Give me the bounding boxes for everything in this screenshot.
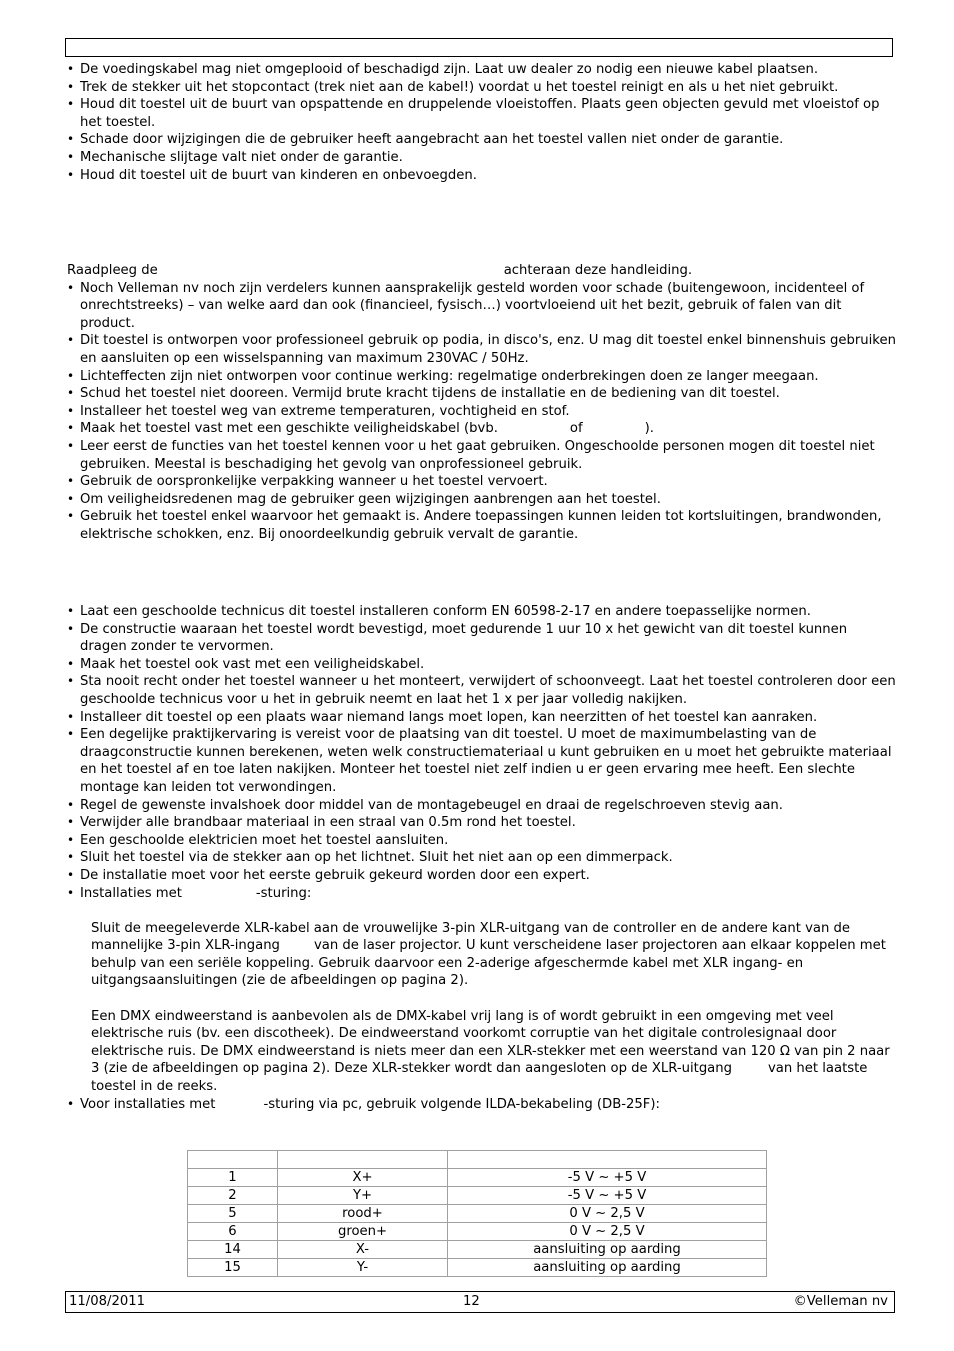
bullet-item: • Sluit het toestel via de stekker aan op het lichtnet. Sluit het niet aan op een dimmerpack. bbox=[67, 849, 897, 867]
pin-cell: 5 bbox=[188, 1205, 278, 1223]
para2-end: van het laatste toestel in de reeks. bbox=[91, 1061, 868, 1095]
pin-cell: 15 bbox=[188, 1259, 278, 1277]
bullet-item: • De constructie waaraan het toestel wordt bevestigd, moet gedurende 1 uur 10 x het gewicht van dit toestel kunnen dragen zonder te vervormen. bbox=[67, 621, 897, 656]
bullet-item: • Om veiligheidsredenen mag de gebruiker geen wijzigingen aanbrengen aan het toestel. bbox=[67, 491, 897, 509]
bullet-item: • Houd dit toestel uit de buurt van opspattende en druppelende vloeistoffen. Plaats geen objecten gevuld met vloeistof op het toestel. bbox=[67, 96, 897, 131]
bullet-item: • Lichteffecten zijn niet ontworpen voor continue werking: regelmatige onderbrekingen doen ze langer meegaan. bbox=[67, 368, 897, 386]
intro-start: Raadpleeg de bbox=[67, 263, 158, 278]
para1-end: van de laser projector. U kunt verscheidene laser projectoren aan elkaar koppelen met behulp van een seriële koppeling. Gebruik daarvoor een 2-aderige afgeschermde kabel met XLR ingang- en uitgangsaansluitingen (zie de afbeeldingen op pagina 2). bbox=[91, 938, 886, 989]
bullet-item: • Dit toestel is ontworpen voor professioneel gebruik op podia, in disco's, enz. U mag dit toestel enkel binnenshuis gebruiken en aansluiten op een wisselspanning van maximum 230VAC / 50Hz. bbox=[67, 332, 897, 367]
bullet-item: • De installatie moet voor het eerste gebruik gekeurd worden door een expert. bbox=[67, 867, 897, 885]
bullet-item: • Schade door wijzigingen die de gebruiker heeft aangebracht aan het toestel vallen niet onder de garantie. bbox=[67, 131, 897, 149]
bullet-item: • Installeer dit toestel op een plaats waar niemand langs moet lopen, kan neerzitten of het toestel kan aanraken. bbox=[67, 709, 897, 727]
table-row bbox=[188, 1169, 767, 1187]
ilda-pinout-table bbox=[187, 1150, 767, 1277]
bullet-item: • Een geschoolde elektricien moet het toestel aansluiten. bbox=[67, 832, 897, 850]
dmx-connection-paragraph bbox=[67, 920, 897, 990]
installation-section bbox=[67, 603, 897, 1113]
para2-start: Een DMX eindweerstand is aanbevolen als de DMX-kabel vrij lang is of wordt gebruikt in een omgeving met veel elektrische ruis (bv. een discotheek). De eindweerstand voorkomt corruptie van het digitale controlesignaal door elektrische ruis. De DMX eindweerstand is niets meer dan een XLR-stekker met een weerstand van 120 Ω van pin 2 naar 3 (zie de afbeeldingen op pagina 2). Deze XLR-stekker wordt dan aangesloten op de XLR-uitgang bbox=[91, 1008, 890, 1077]
bullet-item: • Noch Velleman nv noch zijn verdelers kunnen aansprakelijk gesteld worden voor schade (buitengewoon, incidenteel of onrechtstreeks) – van welke aard dan ook (financieel, fysisch…) voortvloeiend uit het bezit, gebruik of falen van dit product. bbox=[67, 280, 897, 333]
signal-cell: X- bbox=[278, 1241, 448, 1259]
header-cell bbox=[278, 1151, 448, 1169]
bullet-item: • Laat een geschoolde technicus dit toestel installeren conform EN 60598-2-17 en andere toepasselijke normen. bbox=[67, 603, 897, 621]
bullet-item: • Gebruik de oorspronkelijke verpakking wanneer u het toestel vervoert. bbox=[67, 473, 897, 491]
ilda-start: Voor installaties met bbox=[80, 1096, 216, 1112]
guidelines-intro bbox=[67, 262, 897, 280]
signal-cell: rood+ bbox=[278, 1205, 448, 1223]
value-cell: -5 V ~ +5 V bbox=[448, 1187, 767, 1205]
table-row bbox=[188, 1223, 767, 1241]
header-cell bbox=[188, 1151, 278, 1169]
footer-company: ©Velleman nv bbox=[793, 1294, 888, 1309]
bullet-item: • Trek de stekker uit het stopcontact (trek niet aan de kabel!) voordat u het toestel reinigt en als u het niet gebruikt. bbox=[67, 79, 897, 97]
bullet-item: • Regel de gewenste invalshoek door middel van de montagebeugel en draai de regelschroeven stevig aan. bbox=[67, 797, 897, 815]
value-cell: 0 V ~ 2,5 V bbox=[448, 1223, 767, 1241]
table-row bbox=[188, 1259, 767, 1277]
bullet-item: • Schud het toestel niet dooreen. Vermijd brute kracht tijdens de installatie en de bediening van dit toestel. bbox=[67, 385, 897, 403]
cable-mid: of bbox=[569, 421, 583, 437]
bullet-item: • Verwijder alle brandbaar materiaal in een straal van 0.5m rond het toestel. bbox=[67, 814, 897, 832]
cable-start: Maak het toestel vast met een geschikte veiligheidskabel (bvb. bbox=[80, 421, 498, 437]
bullet-item: • Maak het toestel ook vast met een veiligheidskabel. bbox=[67, 656, 897, 674]
dmx-terminator-paragraph bbox=[67, 1008, 897, 1096]
table-row bbox=[188, 1187, 767, 1205]
footer-bar bbox=[65, 1291, 895, 1313]
safety-section bbox=[67, 61, 897, 184]
signal-cell: Y+ bbox=[278, 1187, 448, 1205]
table-row bbox=[188, 1205, 767, 1223]
value-cell: aansluiting op aarding bbox=[448, 1259, 767, 1277]
dmx-end: -sturing: bbox=[255, 885, 312, 901]
pin-cell: 1 bbox=[188, 1169, 278, 1187]
header-cell bbox=[448, 1151, 767, 1169]
bullet-item: • Een degelijke praktijkervaring is vereist voor de plaatsing van dit toestel. U moet de maximumbelasting van de draagconstructie kunnen berekenen, weten welk constructiemateriaal u kunt gebruiken en u moet het gebruikte materiaal en het toestel af en toe laten nakijken. Monteer het toestel niet zelf indien u er geen ervaring mee heeft. Een slechte montage kan leiden tot verwondingen. bbox=[67, 726, 897, 796]
value-cell: aansluiting op aarding bbox=[448, 1241, 767, 1259]
footer-date: 11/08/2011 bbox=[69, 1294, 146, 1309]
table-header-row bbox=[188, 1151, 767, 1169]
signal-cell: Y- bbox=[278, 1259, 448, 1277]
value-cell: -5 V ~ +5 V bbox=[448, 1169, 767, 1187]
pin-cell: 2 bbox=[188, 1187, 278, 1205]
bullet-item-safety-cable bbox=[67, 420, 897, 438]
signal-cell: groen+ bbox=[278, 1223, 448, 1241]
value-cell: 0 V ~ 2,5 V bbox=[448, 1205, 767, 1223]
bullet-item: • Installeer het toestel weg van extreme temperaturen, vochtigheid en stof. bbox=[67, 403, 897, 421]
signal-cell: X+ bbox=[278, 1169, 448, 1187]
bullet-item-dmx bbox=[67, 885, 897, 903]
bullet-item: • Gebruik het toestel enkel waarvoor het gemaakt is. Andere toepassingen kunnen leiden tot kortsluitingen, brandwonden, elektrische schokken, enz. Bij onoordeelkundig gebruik vervalt de garantie. bbox=[67, 508, 897, 543]
para1-start: Sluit de meegeleverde XLR-kabel aan de vrouwelijke 3-pin XLR-uitgang van de controller en de andere kant van de mannelijke 3-pin XLR-ingang bbox=[91, 920, 851, 954]
bullet-item: • Sta nooit recht onder het toestel wanneer u het monteert, verwijdert of schoonveegt. Laat het toestel controleren door een geschoolde technicus voor u het in gebruik neemt en laat het 1 x per jaar volledig nakijken. bbox=[67, 673, 897, 708]
footer-page-number: 12 bbox=[463, 1294, 480, 1309]
bullet-item-ilda bbox=[67, 1096, 897, 1114]
dmx-start: Installaties met bbox=[80, 885, 182, 901]
pin-cell: 14 bbox=[188, 1241, 278, 1259]
header-bar bbox=[65, 38, 893, 57]
bullet-item: • Houd dit toestel uit de buurt van kinderen en onbevoegden. bbox=[67, 167, 897, 185]
bullet-item: • Leer eerst de functies van het toestel kennen voor u het gaat gebruiken. Ongeschoolde personen mogen dit toestel niet gebruiken. Meestal is beschadiging het gevolg van onprofessioneel gebruik. bbox=[67, 438, 897, 473]
cable-end: ). bbox=[644, 421, 654, 437]
table-row bbox=[188, 1241, 767, 1259]
bullet-item: • De voedingskabel mag niet omgeplooid of beschadigd zijn. Laat uw dealer zo nodig een nieuwe kabel plaatsen. bbox=[67, 61, 897, 79]
pin-cell: 6 bbox=[188, 1223, 278, 1241]
ilda-end: -sturing via pc, gebruik volgende ILDA-bekabeling (DB-25F): bbox=[263, 1096, 660, 1112]
general-guidelines-section bbox=[67, 262, 897, 544]
bullet-item: • Mechanische slijtage valt niet onder de garantie. bbox=[67, 149, 897, 167]
intro-end: achteraan deze handleiding. bbox=[503, 263, 693, 278]
